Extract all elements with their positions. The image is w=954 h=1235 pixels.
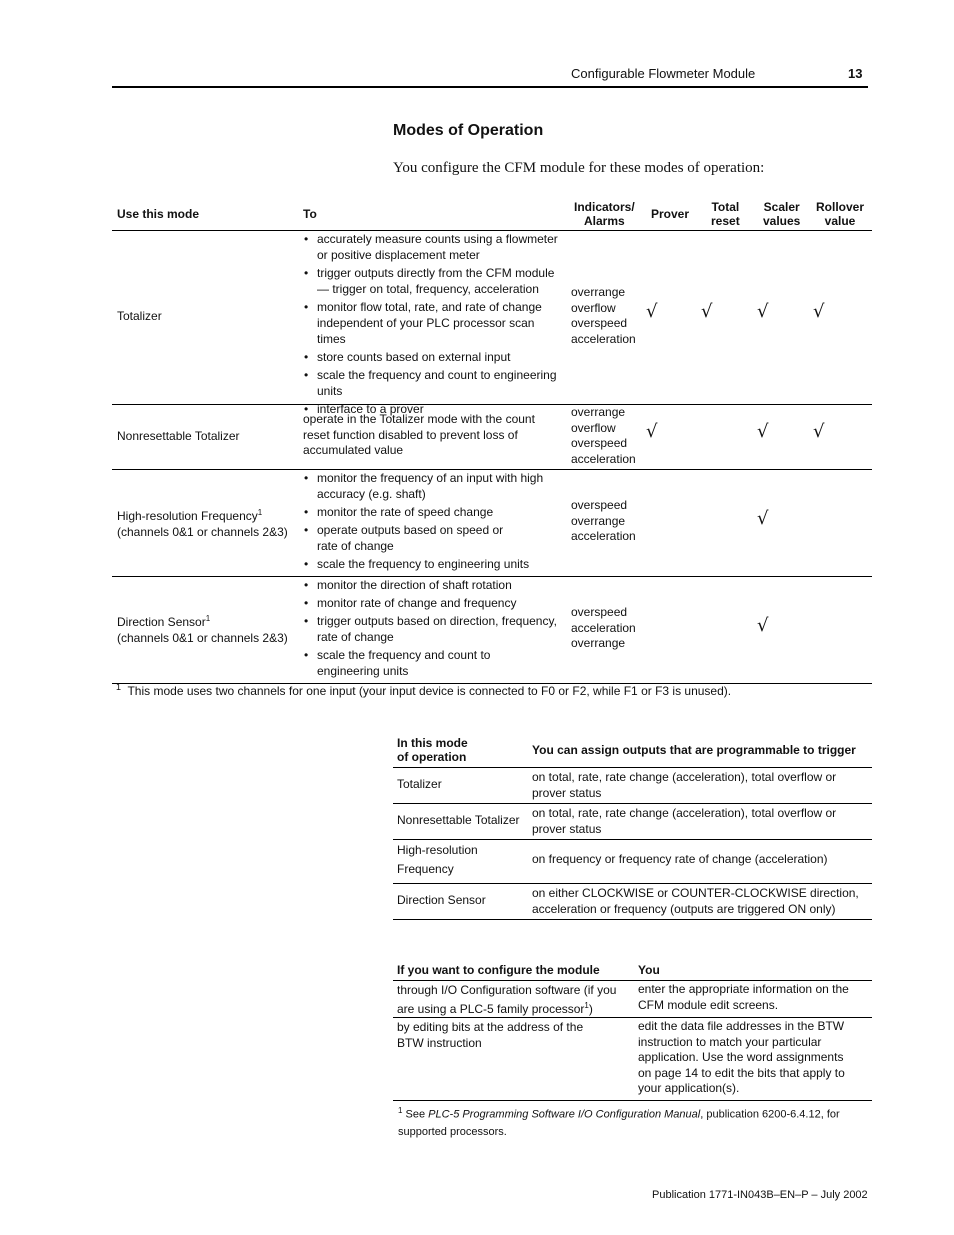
header-indicators <box>574 200 635 228</box>
alarm-item: overspeed <box>571 436 628 450</box>
header-rollover-line2: value <box>824 214 856 228</box>
mode-name <box>397 841 478 879</box>
capability-list <box>303 231 563 419</box>
alarm-item: overspeed <box>571 605 628 619</box>
list-item: • monitor flow total, rate, and rate of change independent of your PLC processor scan times <box>303 299 563 347</box>
header-indicators-line1: Indicators/ <box>574 200 635 214</box>
list-item: • scale the frequency and count to engineering units <box>303 647 517 679</box>
footnote-marker: 1 <box>116 682 122 692</box>
config-action: edit the data file addresses in the BTW instruction to match your particular application. Use the word assignments on page 14 to edit the bits that apply to your application(s). <box>638 1019 845 1095</box>
alarm-item: acceleration <box>571 451 636 466</box>
header-total-line2: reset <box>711 214 740 228</box>
header-rollover-value <box>816 200 864 228</box>
alarm-item: overrange <box>571 405 626 419</box>
outputs-text: on total, rate, rate change (acceleration), total overflow or prover status <box>532 806 837 836</box>
scaler-values-check: √ <box>757 615 769 636</box>
config-table-header <box>393 962 872 981</box>
footnote-marker: 1 <box>584 1001 589 1010</box>
page-number: 13 <box>848 66 863 81</box>
alarm-list <box>571 405 636 467</box>
mode-name-text: High-resolution Frequency <box>117 509 258 523</box>
alarm-item: overrange <box>571 636 626 650</box>
config-method: by editing bits at the address of the BTW instruction <box>397 1020 584 1050</box>
mode-channels: (channels 0&1 or channels 2&3) <box>117 631 288 645</box>
modes-table <box>112 196 872 684</box>
footnote-marker: 1 <box>398 1106 403 1115</box>
footnote-marker: 1 <box>205 614 211 623</box>
mode-name: Totalizer <box>397 777 442 791</box>
list-item: • scale the frequency to engineering units <box>303 556 563 572</box>
rollover-value-check: √ <box>813 301 825 322</box>
table-row-direction-sensor <box>112 577 872 684</box>
table-row <box>393 768 872 804</box>
header-configure-module: If you want to configure the module <box>397 963 600 977</box>
running-header-title: Configurable Flowmeter Module <box>571 66 756 81</box>
mode-name: Nonresettable Totalizer <box>117 429 240 443</box>
header-total-reset <box>711 200 740 228</box>
alarm-item: overspeed <box>571 498 628 512</box>
table-row <box>393 804 872 840</box>
header-indicators-line2: Alarms <box>584 214 625 228</box>
mode-name <box>117 611 288 646</box>
config-action: enter the appropriate information on the CFM module edit screens. <box>638 982 849 1012</box>
prover-check: √ <box>646 301 658 322</box>
mode-name: Direction Sensor <box>397 893 486 907</box>
config-method-end: ) <box>588 1002 593 1016</box>
outputs-text: on either CLOCKWISE or COUNTER-CLOCKWISE direction, acceleration or frequency (outputs are triggered ON only) <box>532 886 859 916</box>
header-prover: Prover <box>651 207 690 221</box>
config-method-text: through I/O Configuration software (if you are using a PLC-5 family processor <box>397 983 617 1016</box>
table-row-high-resolution-frequency <box>112 470 872 577</box>
footnote-post: , publication 6200-6.4.12, for supported processors. <box>398 1108 840 1138</box>
mode-name: Totalizer <box>117 309 162 323</box>
table-row-totalizer <box>112 231 872 416</box>
footnote-text: This mode uses two channels for one input (your input device is connected to F0 or F2, while F1 or F3 is unused). <box>127 684 732 698</box>
capability-list <box>303 577 563 681</box>
scaler-values-check: √ <box>757 421 769 442</box>
footnote-marker: 1 <box>257 508 263 517</box>
alarm-item: overflow <box>571 420 616 435</box>
header-line2: of operation <box>397 750 467 764</box>
list-item: • trigger outputs directly from the CFM module — trigger on total, frequency, acceleration <box>303 265 563 297</box>
intro-paragraph: You configure the CFM module for these modes of operation: <box>393 160 765 176</box>
footnote-pre: See <box>405 1108 426 1121</box>
alarm-list <box>571 605 636 652</box>
table-row <box>393 884 872 920</box>
outputs-table <box>393 735 872 920</box>
mode-name <box>117 505 288 540</box>
publication-info: Publication 1771-IN043B–EN–P – July 2002 <box>652 1189 868 1201</box>
mode-name-text: Direction Sensor <box>117 615 206 629</box>
list-item: • interface to a prover <box>303 401 563 417</box>
scaler-values-check: √ <box>757 508 769 529</box>
footnote-manual-title: PLC-5 Programming Software I/O Configuration Manual <box>428 1108 701 1121</box>
outputs-table-header <box>393 735 872 768</box>
list-item: • monitor the rate of speed change <box>303 504 563 520</box>
alarm-item: overrange <box>571 285 626 299</box>
modes-table-header <box>112 196 872 231</box>
alarm-item: acceleration <box>571 529 636 543</box>
config-table-footnote <box>398 1102 868 1141</box>
capability-list <box>303 470 563 574</box>
mode-channels: (channels 0&1 or channels 2&3) <box>117 525 288 539</box>
list-item: • trigger outputs based on direction, frequency, rate of change <box>303 613 563 645</box>
alarm-list <box>571 498 636 545</box>
header-scaler-values <box>763 200 800 228</box>
table-row <box>393 981 872 1018</box>
alarm-item: acceleration <box>571 620 636 635</box>
outputs-text: on frequency or frequency rate of change (acceleration) <box>532 852 828 866</box>
list-item: • operate outputs based on speed or rate of change <box>303 522 527 554</box>
config-method <box>397 982 627 1017</box>
mode-name: Nonresettable Totalizer <box>397 813 520 827</box>
section-title: Modes of Operation <box>393 122 544 139</box>
scaler-values-check: √ <box>757 301 769 322</box>
header-rule <box>112 86 868 88</box>
outputs-text: on total, rate, rate change (acceleration), total overflow or prover status <box>532 770 837 800</box>
alarm-item: overrange <box>571 513 626 528</box>
mode-name-line1: High-resolution <box>397 843 478 857</box>
header-total-line1: Total <box>711 200 740 214</box>
list-item: • monitor the frequency of an input with high accuracy (e.g. shaft) <box>303 470 563 502</box>
alarm-item: overspeed <box>571 316 628 330</box>
header-rollover-line1: Rollover <box>816 200 865 214</box>
header-line1: In this mode <box>397 736 468 750</box>
header-scaler-line1: Scaler <box>763 200 800 214</box>
header-you: You <box>638 963 660 977</box>
list-item: • accurately measure counts using a flowmeter or positive displacement meter <box>303 231 563 263</box>
header-assign-outputs: You can assign outputs that are programmable to trigger <box>532 743 856 757</box>
header-scaler-line2: values <box>763 214 801 228</box>
alarm-item: overflow <box>571 300 616 315</box>
rollover-value-check: √ <box>813 421 825 442</box>
list-item: • monitor the direction of shaft rotation <box>303 577 563 593</box>
prover-check: √ <box>646 421 658 442</box>
alarm-list <box>571 285 636 347</box>
modes-table-footnote <box>116 682 731 698</box>
alarm-item: acceleration <box>571 331 636 346</box>
header-to: To <box>303 207 317 221</box>
list-item: • store counts based on external input <box>303 349 563 365</box>
table-row <box>393 1018 872 1101</box>
mode-name-line2: Frequency <box>397 862 454 876</box>
list-item: • monitor rate of change and frequency <box>303 595 563 611</box>
config-table <box>393 962 872 1101</box>
list-item: • scale the frequency and count to engineering units <box>303 367 563 399</box>
table-row <box>393 840 872 884</box>
header-in-this-mode <box>397 736 468 764</box>
total-reset-check: √ <box>701 301 713 322</box>
capability-text: operate in the Totalizer mode with the count reset function disabled to prevent loss of accumulated value <box>303 412 535 457</box>
table-row-nonresettable-totalizer <box>112 405 872 470</box>
header-use-this-mode: Use this mode <box>117 207 200 221</box>
